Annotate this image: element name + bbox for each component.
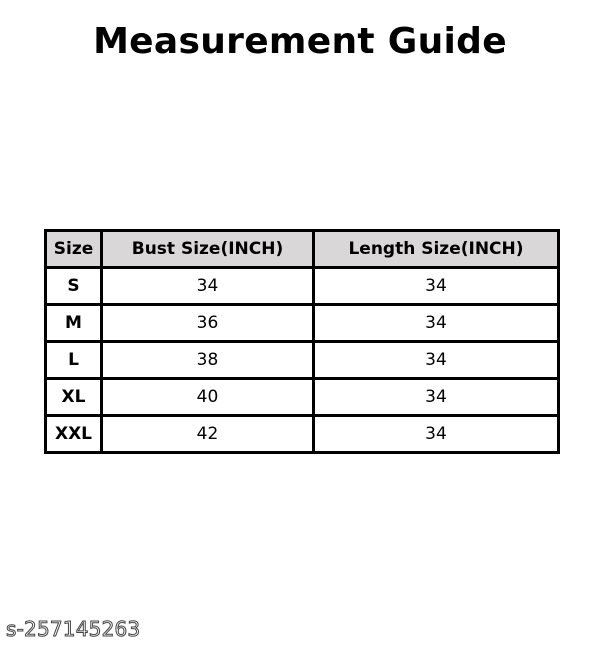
length-cell: 34 bbox=[314, 379, 559, 416]
table-row bbox=[46, 416, 559, 453]
header-bust-size: Bust Size(INCH) bbox=[102, 231, 314, 268]
watermark-id: s-257145263 bbox=[6, 617, 141, 641]
table-row bbox=[46, 379, 559, 416]
header-length-size: Length Size(INCH) bbox=[314, 231, 559, 268]
bust-cell: 40 bbox=[102, 379, 314, 416]
table-row bbox=[46, 342, 559, 379]
measurement-table bbox=[44, 229, 560, 454]
bust-cell: 38 bbox=[102, 342, 314, 379]
header-size: Size bbox=[46, 231, 102, 268]
bust-cell: 42 bbox=[102, 416, 314, 453]
size-cell: L bbox=[46, 342, 102, 379]
length-cell: 34 bbox=[314, 268, 559, 305]
bust-cell: 34 bbox=[102, 268, 314, 305]
length-cell: 34 bbox=[314, 342, 559, 379]
table-header-row bbox=[46, 231, 559, 268]
page-title: Measurement Guide bbox=[93, 21, 507, 62]
length-cell: 34 bbox=[314, 416, 559, 453]
size-cell: M bbox=[46, 305, 102, 342]
bust-cell: 36 bbox=[102, 305, 314, 342]
size-cell: S bbox=[46, 268, 102, 305]
table-row bbox=[46, 305, 559, 342]
length-cell: 34 bbox=[314, 305, 559, 342]
size-cell: XXL bbox=[46, 416, 102, 453]
size-cell: XL bbox=[46, 379, 102, 416]
table-row bbox=[46, 268, 559, 305]
